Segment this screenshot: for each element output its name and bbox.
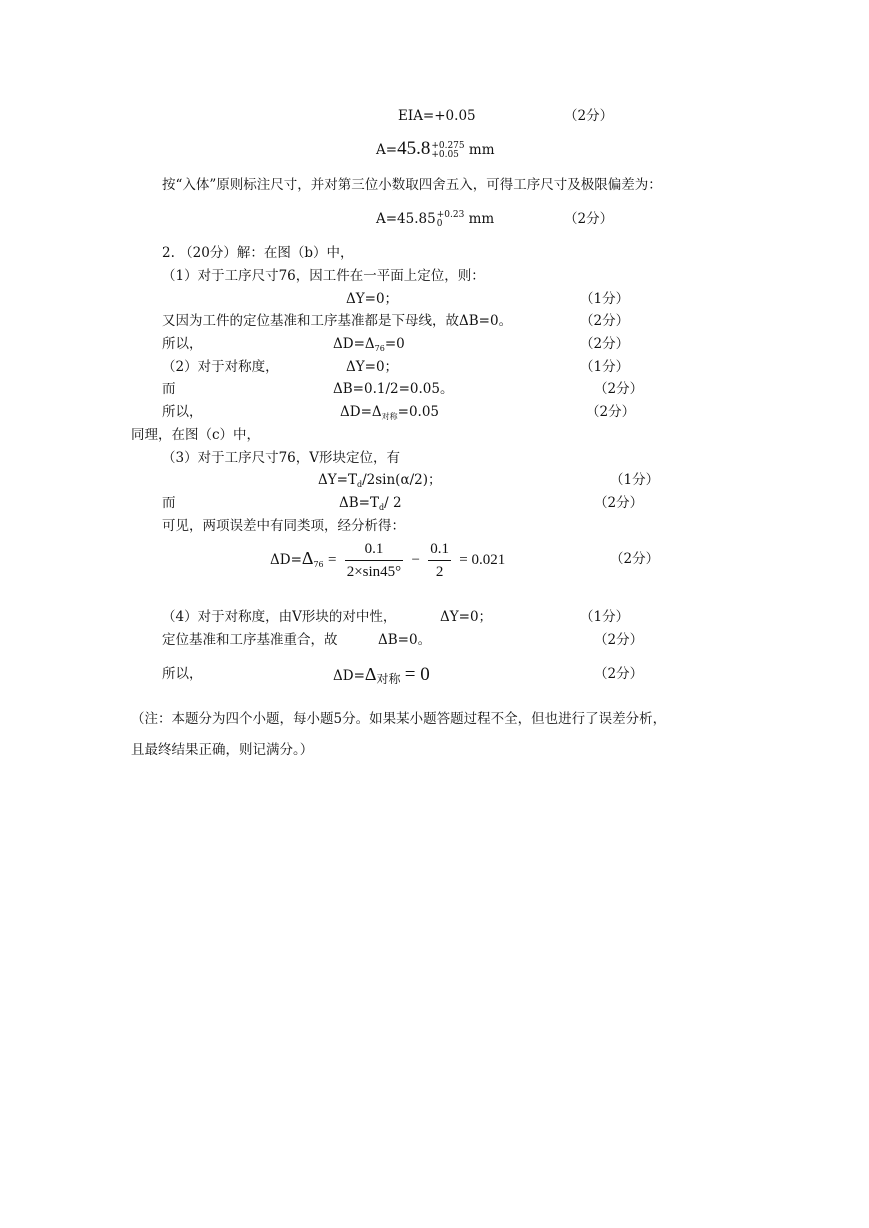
part1-dd-a: ΔD=Δ [333,336,375,352]
q2-heading: 2. （20分）解：在图（b）中， [162,245,354,261]
a2-score: （2分） [564,211,614,227]
formula-eq: = [327,552,337,568]
part3-dy [318,471,441,494]
part4-dd-sub: 对称 [376,672,401,686]
a2-unit: mm [468,211,495,227]
part2-text: （2）对于对称度， [162,359,279,375]
part1-dd-score: （2分） [580,336,630,352]
part4-db: ΔB=0。 [378,632,432,648]
part2-dy-score: （1分） [580,359,630,375]
part4-dd [333,663,430,690]
formula-delta: Δ [301,548,314,568]
a1-upper: +0.275 [431,140,465,151]
part3-db-score: （2分） [594,495,644,511]
a2-equation [376,210,494,229]
part2-dd-a: ΔD=Δ [340,404,382,420]
part3-er: 而 [162,495,176,511]
part2-dy: ΔY=0； [346,359,399,375]
formula-sub: 76 [313,560,324,569]
a1-prefix: A= [376,142,398,158]
part1-text: （1）对于工序尺寸76，因工件在一平面上定位，则： [162,268,485,284]
part2-dd [340,403,439,426]
frac1-num: 0.1 [345,538,403,561]
note-line-1: （注：本题分为四个小题，每小题5分。如果某小题答题过程不全，但也进行了误差分析， [131,711,667,727]
part3-db-sub: d [379,503,385,512]
part4-dd-b: = 0 [404,664,430,685]
part3-text: （3）对于工序尺寸76，V形块定位，有 [162,450,401,466]
formula-minus: − [411,552,420,568]
formula-line [270,536,505,587]
a1-tolerance [431,142,464,160]
frac1-den: 2×sin45° [346,564,402,580]
part3-seen: 可见，两项误差中有同类项，经分析得： [162,518,405,534]
part1-dy-score: （1分） [580,291,630,307]
part3-db-a: ΔB=T [339,495,379,511]
part3-dy-sub: d [356,480,363,489]
part2-dd-b: =0.05 [397,404,440,420]
part3-dy-b: /2sin(α/2)； [362,472,442,488]
part2-db: ΔB=0.1/2=0.05。 [333,381,454,397]
part1-db-score: （2分） [580,313,630,329]
part2-dd-sub: 对称 [381,412,398,421]
part3-dy-score: （1分） [610,472,660,488]
formula-frac2 [428,538,451,583]
part1-dd-b: =0 [384,336,405,352]
frac2-den: 2 [435,564,444,580]
part4-dy: ΔY=0； [440,609,493,625]
eia-line: EIA=+0.05 [398,108,476,124]
c-heading: 同理，在图（c）中， [131,427,261,443]
part4-dd-delta: Δ [364,664,377,684]
a2-prefix: A=45.85 [376,211,436,227]
note-line-2: 且最终结果正确，则记满分。） [131,742,314,758]
a1-equation [376,140,495,160]
part2-er: 而 [162,381,176,397]
frac2-num: 0.1 [428,538,451,561]
part1-dd-sub: 76 [374,344,385,353]
part1-db: 又因为工件的定位基准和工序基准都是下母线，故ΔB=0。 [162,313,513,329]
part4-coin: 定位基准和工序基准重合，故 [162,632,338,648]
part3-db-b: / 2 [384,495,402,511]
part3-db [339,494,402,517]
a1-base: 45.8 [397,138,431,159]
part4-so: 所以， [162,666,203,682]
part3-dy-a: ΔY=T [318,472,357,488]
a2-upper: +0.23 [436,209,465,220]
part2-so: 所以， [162,404,203,420]
part4-dy-score: （1分） [580,609,630,625]
formula-result: = 0.021 [459,552,506,568]
a1-lower: +0.05 [431,149,459,160]
a2-tolerance [437,211,465,229]
part2-dd-score: （2分） [586,404,636,420]
a1-unit: mm [468,142,495,158]
rule-text: 按“入体”原则标注尺寸，并对第三位小数取四舍五入，可得工序尺寸及极限偏差为： [162,177,662,193]
formula-frac1 [345,538,403,583]
part4-dd-score: （2分） [594,666,644,682]
part1-dd [333,335,405,358]
eia-score: （2分） [564,108,614,124]
a2-lower: 0 [436,218,443,229]
part2-db-score: （2分） [594,381,644,397]
part4-text: （4）对于对称度，由V形块的对中性， [162,609,397,625]
part4-dd-a: ΔD= [333,668,365,684]
formula-prefix: ΔD= [270,552,302,568]
part4-db-score: （2分） [594,632,644,648]
formula-score: （2分） [610,551,660,567]
part1-so: 所以， [162,336,203,352]
part1-dy: ΔY=0； [346,291,399,307]
